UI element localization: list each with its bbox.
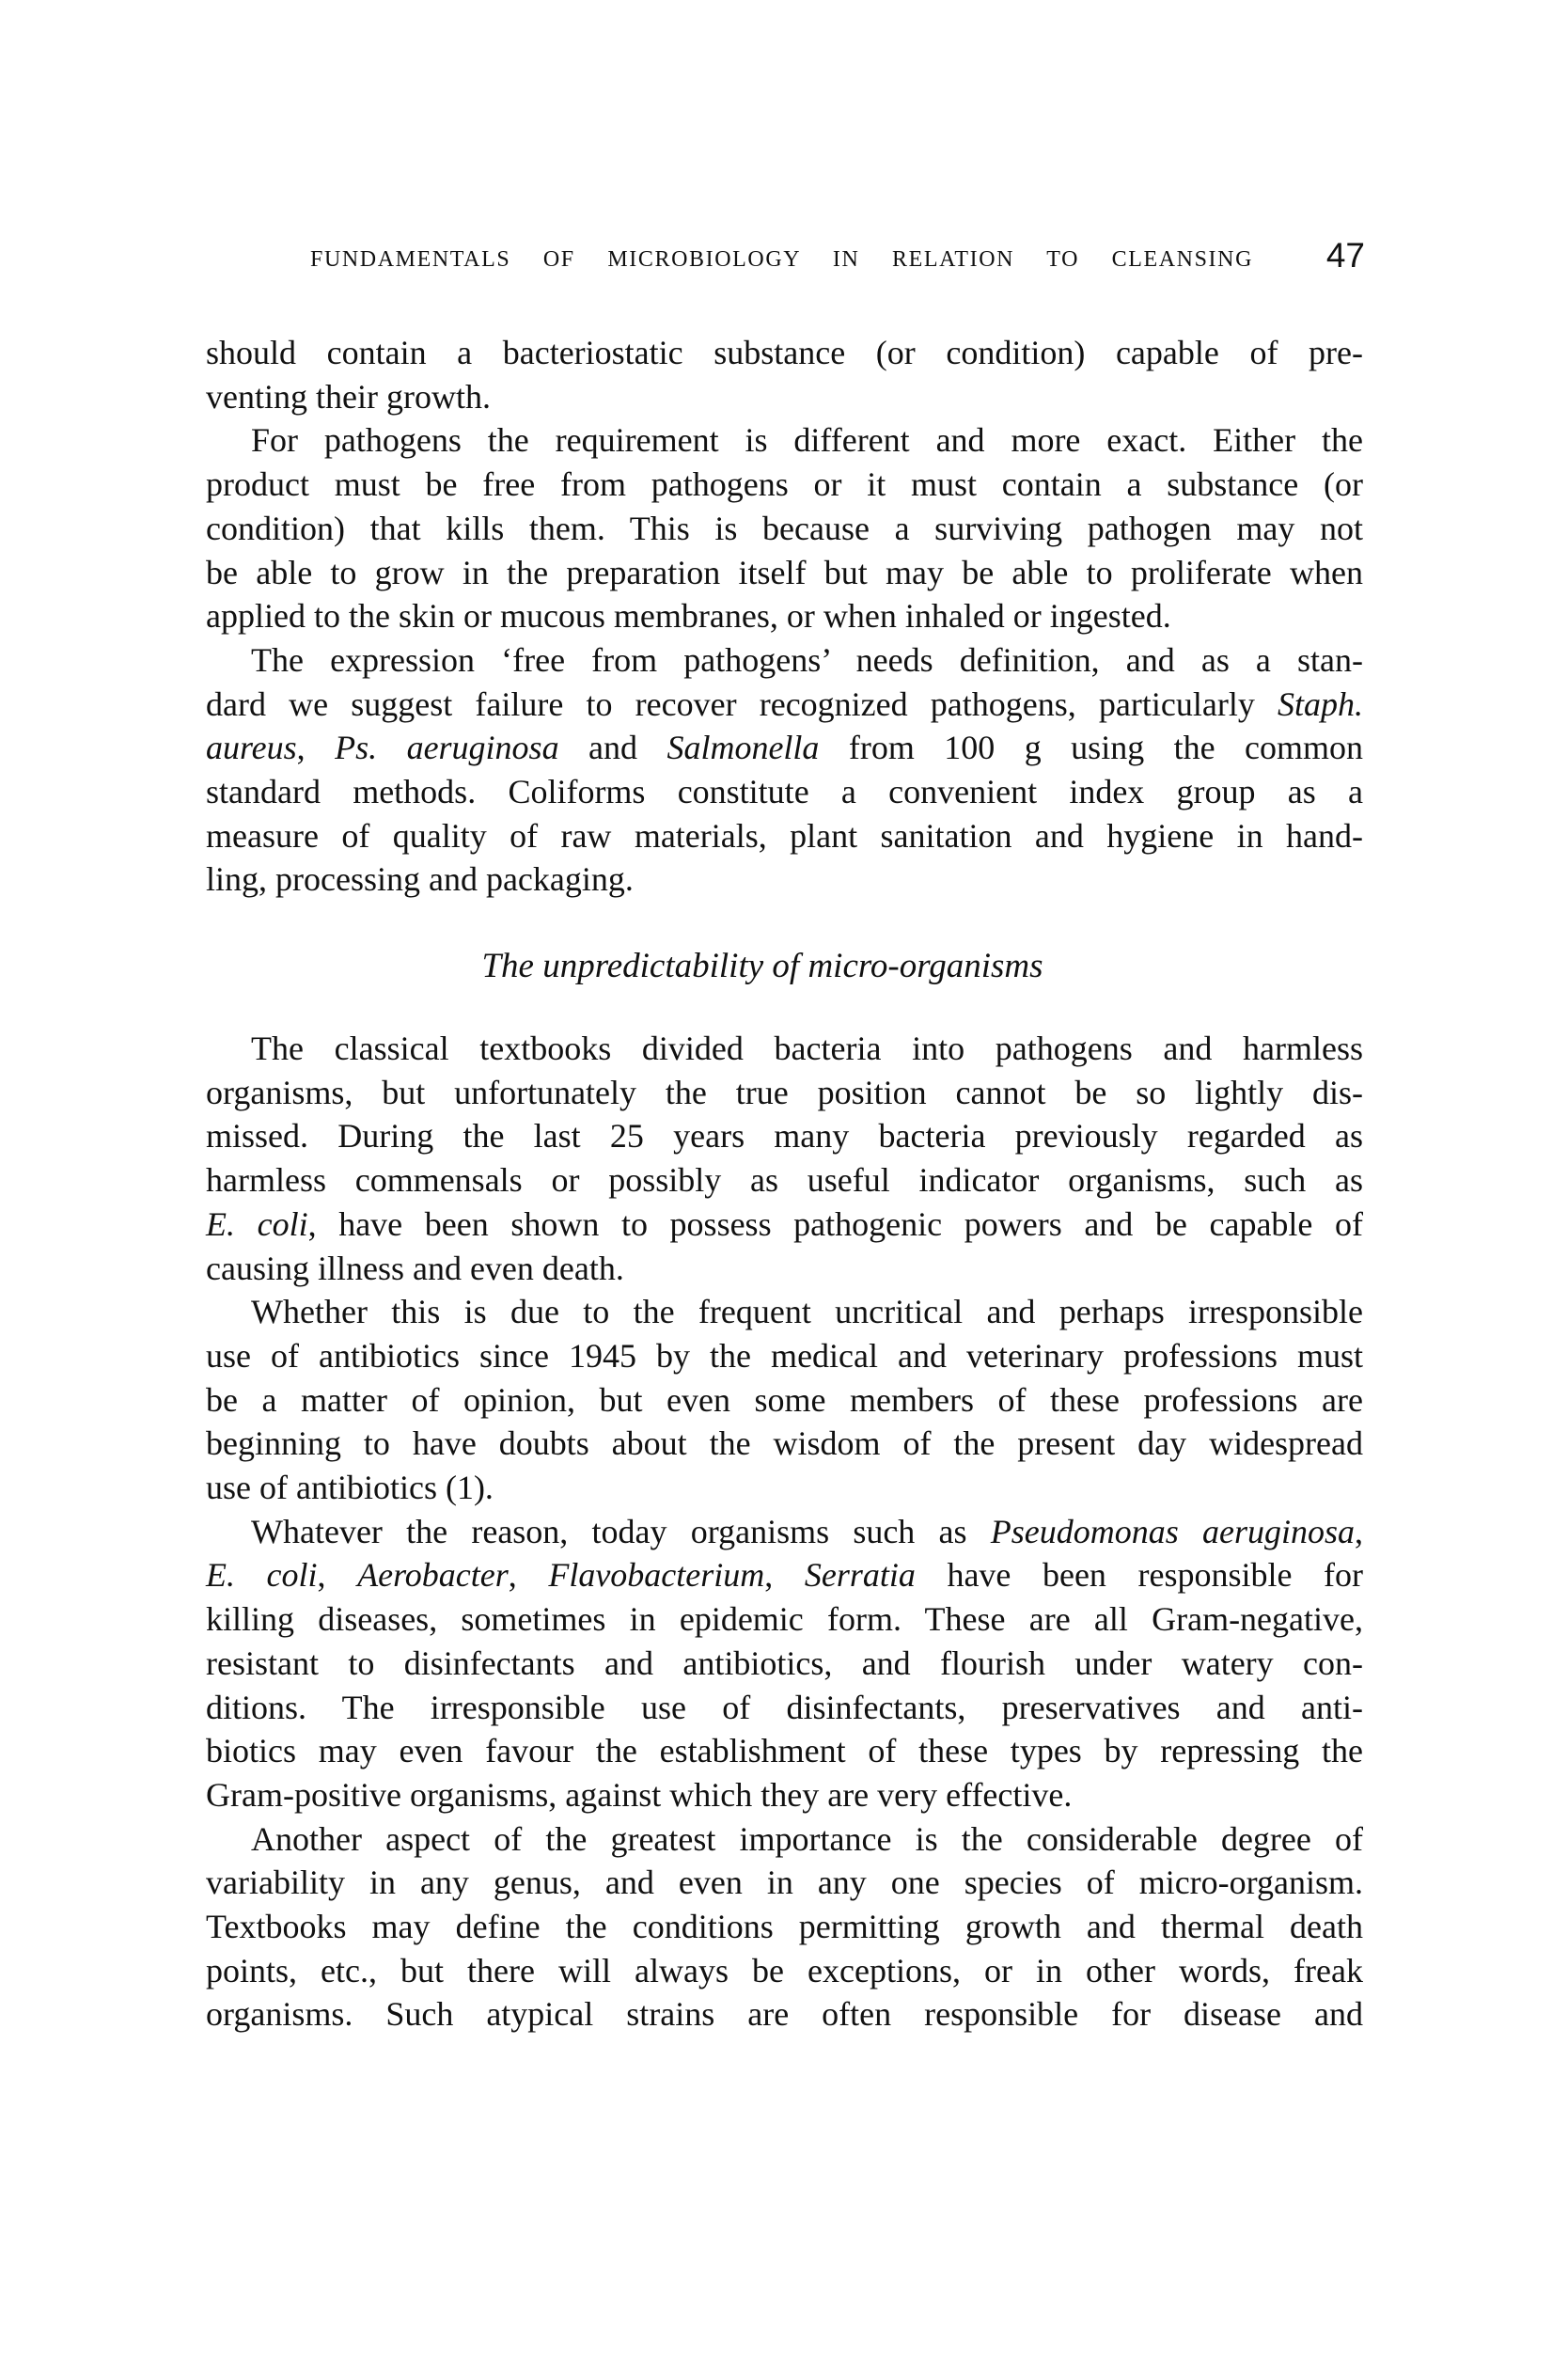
running-head: FUNDAMENTALS OF MICROBIOLOGY IN RELATION TO CLEANSING — [310, 247, 1253, 272]
text-run: beginning to have doubts about the wisdom of the present day widespread — [206, 1424, 1363, 1463]
text-line — [206, 1553, 1363, 1597]
text-run: variability in any genus, and even in any one species of micro-organism. — [206, 1864, 1363, 1902]
text-line — [206, 1905, 1363, 1949]
text-run: use of antibiotics since 1945 by the medical and veterinary professions must — [206, 1336, 1363, 1375]
section-heading: The unpredictability of micro-organisms — [481, 947, 1043, 985]
text-run: should contain a bacteriostatic substance (or condition) capable of pre- — [206, 334, 1363, 371]
text-line — [206, 507, 1363, 551]
text-line — [206, 1158, 1363, 1203]
text-run: and — [558, 729, 667, 767]
text-line — [206, 1992, 1363, 2037]
text-line — [251, 1817, 1363, 1862]
text-run: harmless commensals or possibly as useful indicator organisms, such as — [206, 1161, 1363, 1200]
text-line — [206, 1466, 1363, 1510]
text-line — [206, 1729, 1363, 1773]
text-run: venting their growth. — [206, 377, 491, 416]
text-line — [206, 1686, 1363, 1730]
text-run: Whether this is due to the frequent uncritical and perhaps irresponsible — [251, 1293, 1363, 1331]
text-line — [206, 770, 1363, 814]
text-run: Textbooks may define the conditions permitting growth and thermal death — [206, 1908, 1363, 1945]
text-run: , have been shown to possess pathogenic powers and be capable of — [307, 1204, 1363, 1243]
italic-term: Flavobacterium — [548, 1556, 765, 1595]
text-run: Gram-positive organisms, against which they are very effective. — [206, 1775, 1073, 1814]
text-run: resistant to disinfectants and antibiotics, and flourish under watery con- — [206, 1643, 1363, 1682]
page-number: 47 — [1325, 236, 1365, 275]
text-line — [206, 594, 1363, 638]
text-line — [206, 683, 1363, 727]
italic-term: Serratia — [804, 1556, 916, 1595]
text-run: ling, processing and packaging. — [206, 860, 634, 899]
text-line — [206, 857, 1363, 902]
text-line — [251, 418, 1363, 463]
italic-term: Aerobacter — [357, 1556, 509, 1595]
italic-term: Pseudomonas aeruginosa — [990, 1512, 1355, 1550]
text-run: , — [317, 1556, 358, 1595]
text-run: condition) that kills them. This is because a surviving pathogen may not — [206, 509, 1363, 547]
text-line — [206, 1861, 1363, 1905]
text-run: points, etc., but there will always be exceptions, or in other words, freak — [206, 1951, 1363, 1989]
text-run: Another aspect of the greatest importance is the considerable degree of — [251, 1819, 1363, 1858]
italic-term: Ps. aeruginosa — [335, 729, 559, 767]
text-line — [206, 463, 1363, 507]
text-line — [206, 1949, 1363, 1993]
text-run: standard methods. Coliforms constitute a convenient index group as a — [206, 773, 1363, 810]
text-line — [251, 1027, 1363, 1071]
text-run: from 100 g using the common — [819, 729, 1364, 767]
text-run: have been responsible for — [915, 1556, 1364, 1595]
text-run: missed. During the last 25 years many bacteria previously regarded as — [206, 1117, 1363, 1156]
text-run: , — [764, 1556, 805, 1595]
text-run: dard we suggest failure to recover recognized pathogens, particularly — [206, 684, 1278, 723]
text-run: For pathogens the requirement is different and more exact. Either the — [251, 421, 1363, 460]
text-run: ditions. The irresponsible use of disinfectants, preservatives and anti- — [206, 1688, 1363, 1726]
text-line — [206, 375, 1363, 419]
text-line — [206, 1378, 1363, 1423]
text-run: The classical textbooks divided bacteria into pathogens and harmless — [251, 1030, 1363, 1067]
text-line — [251, 1510, 1363, 1554]
text-run: causing illness and even death. — [206, 1249, 624, 1287]
italic-term: Staph. — [1277, 684, 1363, 723]
text-run: , — [508, 1556, 549, 1595]
text-line — [206, 1114, 1363, 1158]
italic-term: Salmonella — [666, 729, 820, 767]
text-line — [206, 814, 1363, 858]
italic-term: aureus — [206, 729, 297, 767]
text-line — [206, 551, 1363, 595]
text-run: use of antibiotics (1). — [206, 1469, 494, 1506]
text-line — [251, 1290, 1363, 1334]
text-line — [206, 1597, 1363, 1642]
text-line — [206, 1247, 1363, 1291]
text-run: organisms, but unfortunately the true position cannot be so lightly dis- — [206, 1073, 1363, 1111]
text-line — [206, 331, 1363, 375]
text-run: biotics may even favour the establishment of these types by repressing the — [206, 1732, 1363, 1770]
text-run: , — [296, 729, 336, 767]
text-line — [206, 1773, 1363, 1817]
text-line — [206, 726, 1363, 770]
text-line — [251, 638, 1363, 683]
text-line — [206, 1334, 1363, 1378]
text-run: organisms. Such atypical strains are often responsible for disease and — [206, 1995, 1363, 2034]
text-run: be a matter of opinion, but even some members of these professions are — [206, 1380, 1363, 1419]
text-run: applied to the skin or mucous membranes, or when inhaled or ingested. — [206, 597, 1171, 636]
text-line — [206, 1642, 1363, 1686]
text-run: measure of quality of raw materials, plant sanitation and hygiene in hand- — [206, 816, 1363, 855]
text-line — [206, 1071, 1363, 1115]
italic-term: E. coli — [206, 1556, 318, 1595]
text-run: The expression ‘free from pathogens’ needs definition, and as a stan- — [251, 640, 1363, 679]
text-line — [206, 1203, 1363, 1247]
text-run: , — [1354, 1512, 1363, 1550]
text-run: product must be free from pathogens or it must contain a substance (or — [206, 465, 1363, 504]
text-run: Whatever the reason, today organisms such as — [251, 1512, 991, 1550]
text-line — [206, 1422, 1363, 1466]
text-run: killing diseases, sometimes in epidemic form. These are all Gram-negative, — [206, 1600, 1363, 1639]
text-run: be able to grow in the preparation itself but may be able to proliferate when — [206, 553, 1363, 591]
italic-term: E. coli — [206, 1204, 308, 1243]
